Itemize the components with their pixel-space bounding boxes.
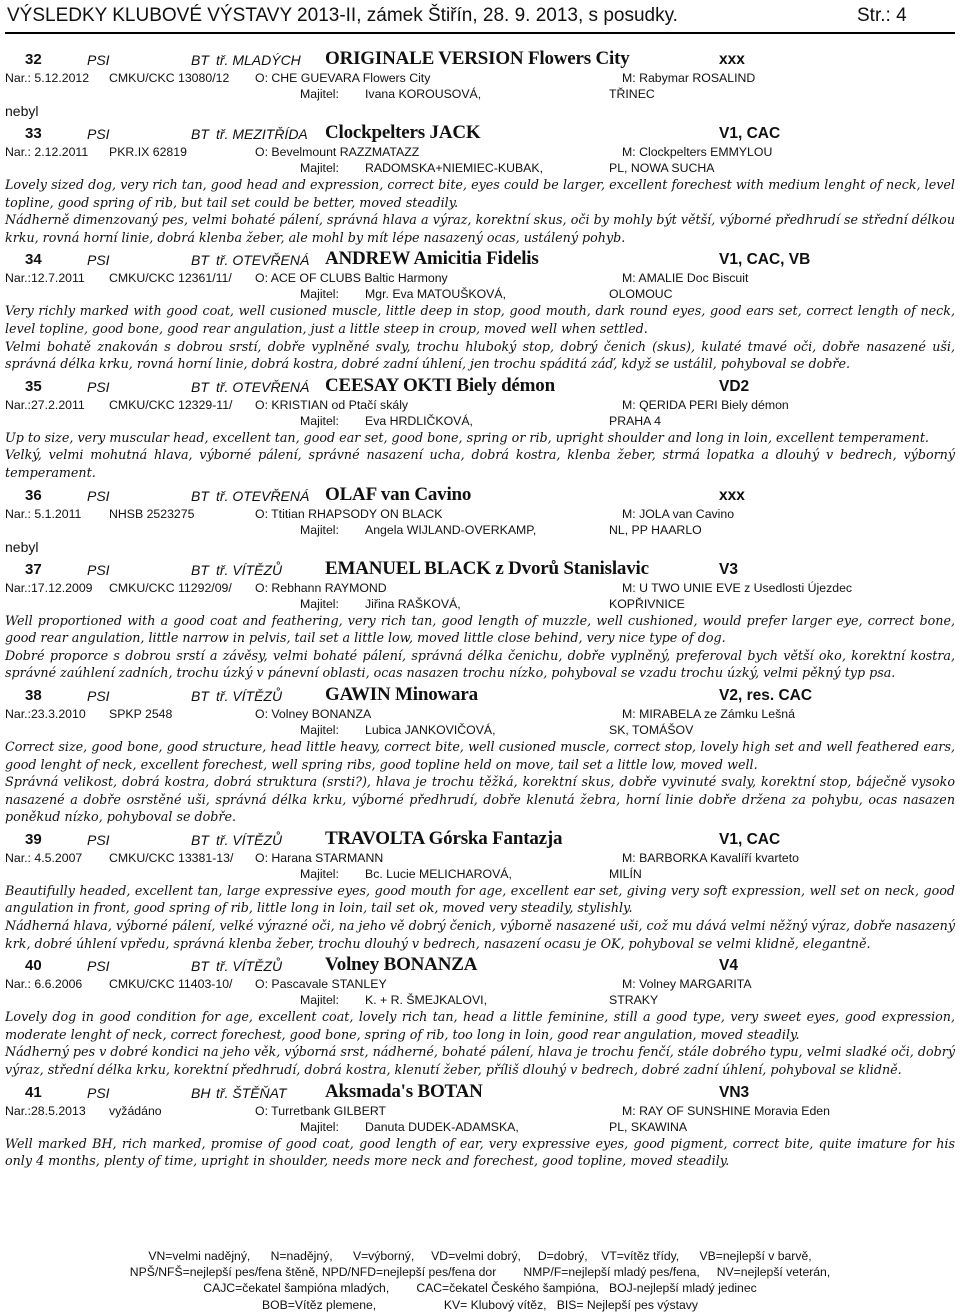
registration-number: NHSB 2523275 [109,506,195,521]
show-class: tř. VÍTĚZŮ [216,561,283,578]
page-title: VÝSLEDKY KLUBOVÉ VÝSTAVY 2013-II, zámek Štiřín, 28. 9. 2013, s posudky. [7,5,678,26]
entry-title-row [5,122,955,144]
show-class: tř. OTEVŘENÁ [216,378,310,395]
critique-czech: Nádherně dimenzovaný pes, velmi bohaté pálení, správná hlava a výraz, korektní skus, oči by mohly být větší, výborné předhrudí se střední délkou krku, rovná horní linie, dobrá klenba žeber, ale mohl by mít lépe nasazený ocas, ustálený pohyb. [5,212,955,245]
dam: M: AMALIE Doc Biscuit [622,271,749,286]
birth-date: Nar.: 2.12.2011 [5,145,89,159]
colour: BT [191,52,209,68]
absence-note: nebyl [5,103,39,119]
owner: Angela WIJLAND-OVERKAMP, [365,522,537,537]
dog-name: Volney BONANZA [325,954,478,976]
colour: BT [191,252,209,269]
dam: M: BARBORKA Kavalíří kvarteto [622,850,799,865]
owner: Mgr. Eva MATOUŠKOVÁ, [365,287,506,302]
sex: PSI [87,831,110,848]
entry-pedigree-row [5,397,955,413]
entry-title-row [5,558,955,580]
sex: PSI [87,561,110,578]
sire: O: CHE GUEVARA Flowers City [255,71,431,85]
owner-label: Majitel: [300,87,339,101]
dog-name: OLAF van Cavino [325,483,472,505]
critique-english: Well marked BH, rich marked, promise of good coat, good length of ear, very expressive eyes, good pigment, correct bite, quite imature for his only 4 months, plenty of time, upright in shoulder, needs more neck and forechest, good topline, moved steadily. [5,1135,955,1169]
entry-title-row [5,684,955,706]
dog-entry [5,122,955,248]
critique-english: Beautifully headed, excellent tan, large expressive eyes, good mouth for age, excellent ear set, giving very soft expression, well set on neck, good angulation in front, good spring of rib, little long in loin, tail set ok, moved very steadily, stylishly. [5,882,955,916]
entry-pedigree-row [5,506,955,522]
show-class: tř. VÍTĚZŮ [216,687,283,704]
dam: M: Rabymar ROSALIND [622,71,756,85]
registration-number: vyžádáno [109,1103,162,1118]
registration-number: CMKU/CKC 13381-13/ [109,850,234,865]
show-class: tř. MLADÝCH [216,52,301,68]
owner: Jiřina RAŠKOVÁ, [365,596,461,611]
owner-label: Majitel: [300,1119,339,1134]
dam: M: U TWO UNIE EVE z Usedlosti Újezdec [622,580,853,595]
owner-label: Majitel: [300,413,339,428]
grade: V1, CAC [719,830,781,848]
show-class: tř. OTEVŘENÁ [216,252,310,269]
dam: M: RAY OF SUNSHINE Moravia Eden [622,1103,830,1118]
dog-name: ORIGINALE VERSION Flowers City [325,48,630,69]
grade: V2, res. CAC [719,686,813,704]
grade: V4 [719,957,738,975]
registration-number: CMKU/CKC 11292/09/ [109,580,232,595]
dam: M: MIRABELA ze Zámku Lešná [622,706,795,721]
registration-number: CMKU/CKC 11403-10/ [109,977,233,992]
sex: PSI [87,378,110,395]
catalog-number: 38 [25,686,42,704]
owner: Eva HRDLIČKOVÁ, [365,413,473,428]
owner-place: STRAKY [609,993,659,1008]
sex: PSI [87,252,110,269]
colour: BT [191,487,209,504]
entry-title-row [5,375,955,397]
entry-pedigree-row [5,144,955,160]
sire: O: Bevelmount RAZZMATAZZ [255,145,420,159]
entry-pedigree-row [5,976,955,992]
owner: Ivana KOROUSOVÁ, [365,87,482,101]
owner: Lubica JANKOVIČOVÁ, [365,722,496,737]
entry-owner-row [5,286,955,302]
dam: M: Clockpelters EMMYLOU [622,145,773,159]
sex: PSI [87,52,110,68]
entry-pedigree-row [5,1103,955,1119]
dog-entry [5,558,955,684]
entry-owner-row [5,160,955,176]
entry-pedigree-row [5,850,955,866]
birth-date: Nar.:23.3.2010 [5,706,86,721]
critique-czech: Velmi bohatě znakován s dobrou srstí, dobře vyplněné svaly, trochu hluboký stop, dobrý čenich (skus), kulaté tmavé oči, dobře nasazené uši, správná délka krku, rovná horní linie, dobrá kostra, dobré zadní úhlení, jen trochu spáditá záď, když se ustálil, pohyboval se dobře. [5,338,955,372]
entry-title-row [5,828,955,850]
birth-date: Nar.: 5.1.2011 [5,506,82,521]
page-header [5,4,955,34]
critique-english: Well proportioned with a good coat and feathering, very rich tan, good length of muzzle, well cushioned, would prefer larger eye, correct bone, good rear angulation, little narrow in pelvis, tail set a little low, moved little close behind, very nice type of dog. [5,612,955,646]
catalog-number: 41 [25,1083,42,1101]
owner: Bc. Lucie MELICHAROVÁ, [365,866,512,881]
grade: V1, CAC, VB [719,251,811,269]
entries-list [5,48,955,1172]
registration-number: CMKU/CKC 13080/12 [109,71,230,85]
entry-owner-row [5,596,955,612]
absence-note: nebyl [5,538,39,555]
dam: M: QERIDA PERI Biely démon [622,397,789,412]
legend-line: CAJC=čekatel šampióna mladých, CAC=čekatel Českého šampióna, BOJ-nejlepší mladý jedinec [203,1281,757,1296]
grade: V3 [719,560,738,578]
critique-czech: Nádherný pes v dobré kondici na jeho věk, výborná srst, nádherné, bohaté pálení, hlava je trochu fenčí, stále dobrého typu, velmi sladké oči, dobrý výraz, střední délka krku, korektní předhrudí, dobrá kostra, klenutí žeber, příliš dlouhý v bedrech, dobré zadní úhlení, pohyboval se klidně. [5,1044,955,1078]
sire: O: KRISTIAN od Ptačí skály [255,397,409,412]
catalog-number: 32 [25,51,42,68]
sire: O: ACE OF CLUBS Baltic Harmony [255,271,448,286]
critique-czech: Správná velikost, dobrá kostra, dobrá struktura (srsti?), hlava je trochu těžká, korektní skus, dobře vyvinuté svaly, korektní stop, báječně vysoko nasazené a dobře osrstěné uši, správná délka krku, výborné předhrudí, dobře klenutá žebra, horní linie dobře držena za pohybu, ocas nasazen poněkud nízko, pohyboval se dobře. [5,774,955,825]
birth-date: Nar.:27.2.2011 [5,397,85,412]
grade: VN3 [719,1083,750,1101]
dog-entry [5,684,955,828]
grade: xxx [719,486,745,504]
owner-label: Majitel: [300,287,339,302]
legend-line: BOB=Vítěz plemene, KV= Klubový vítěz, BIS= Nejlepší pes výstavy [262,1297,698,1312]
critique-czech: Velký, velmi mohutná hlava, výborné pálení, správné nasazení ucha, dobrá kostra, klenba žeber, strmá lopatka a dlouhý v bedrech, výborný temperament. [5,447,955,480]
sex: PSI [87,1084,110,1101]
catalog-number: 39 [25,830,42,848]
entry-owner-row [5,86,955,102]
catalog-number: 33 [25,125,42,142]
dog-entry [5,248,955,374]
entry-title-row [5,48,955,70]
sex: PSI [87,687,110,704]
owner-label: Majitel: [300,722,339,737]
colour: BT [191,378,209,395]
colour: BT [191,958,209,975]
catalog-number: 34 [25,251,42,269]
entry-title-row [5,248,955,270]
entry-title-row [5,954,955,976]
dam: M: JOLA van Cavino [622,506,735,521]
critique-czech: Dobré proporce s dobrou srstí a závěsy, velmi bohaté pálení, správná délka čenichu, dobře vyplněný, preferoval bych větší oko, korektní kostra, správné zaúhlení zadních, trochu úzký v pánevní oblasti, ocas nasazen trochu nízko, pohyboval se vzadu trochu úzký, velmi pěkný typ psa. [5,647,955,681]
dog-name: ANDREW Amicitia Fidelis [325,248,539,270]
dam: M: Volney MARGARITA [622,977,752,992]
birth-date: Nar.: 5.12.2012 [5,71,90,85]
dog-name: TRAVOLTA Górska Fantazja [325,827,563,849]
sire: O: Harana STARMANN [255,850,384,865]
entry-owner-row [5,1119,955,1135]
critique-english: Very richly marked with good coat, well cusioned muscle, little deep in stop, good mouth, dark round eyes, good ears set, correct length of neck, level topline, good bone, good rear angulation, just a little steep in croup, moved well when settled. [5,303,955,336]
dog-name: EMANUEL BLACK z Dvorů Stanislavic [325,557,649,579]
birth-date: Nar.: 4.5.2007 [5,850,83,865]
entry-title-row [5,484,955,506]
registration-number: CMKU/CKC 12361/11/ [109,271,232,286]
sire: O: Volney BONANZA [255,706,372,721]
colour: BT [191,126,209,142]
dog-entry [5,1081,955,1172]
page-number: Str.: 4 [857,5,907,26]
colour: BH [191,1084,211,1101]
sire: O: Pascavale STANLEY [255,977,387,992]
owner-label: Majitel: [300,993,339,1008]
catalog-number: 36 [25,486,42,504]
entry-owner-row [5,722,955,738]
dog-entry [5,48,955,122]
critique-english: Lovely dog in good condition for age, excellent coat, lovely rich tan, head a little feminine, still a good type, very sweet eyes, good expression, moderate lenght of neck, correct forechest, good bone, spring of rib, too long in loin, good rear angulation, moved steadily. [5,1009,955,1042]
show-class: tř. MEZITŘÍDA [216,126,308,142]
dog-name: Clockpelters JACK [325,122,481,143]
sire: O: Rebhann RAYMOND [255,580,387,595]
owner-place: MILÍN [609,866,642,881]
owner-place: NL, PP HAARLO [609,522,702,537]
registration-number: PKR.IX 62819 [109,145,187,159]
owner-label: Majitel: [300,161,339,175]
owner-place: PRAHA 4 [609,413,661,428]
catalog-number: 40 [25,957,42,975]
dog-name: Aksmada's BOTAN [325,1080,483,1102]
owner-place: OLOMOUC [609,287,673,302]
owner: RADOMSKA+NIEMIEC-KUBAK, [365,161,543,175]
colour: BT [191,687,209,704]
sire: O: Ttitian RHAPSODY ON BLACK [255,506,443,521]
dog-entry [5,484,955,558]
legend-line: VN=velmi nadějný, N=nadějný, V=výborný, VD=velmi dobrý, D=dobrý, VT=vítěz třídy, VB=nejlepší v barvě, [148,1249,812,1263]
colour: BT [191,561,209,578]
registration-number: SPKP 2548 [109,706,173,721]
grade: V1, CAC [719,125,781,142]
sex: PSI [87,487,110,504]
show-class: tř. VÍTĚZŮ [216,831,283,848]
grade: VD2 [719,377,750,395]
owner-label: Majitel: [300,596,339,611]
dog-name: GAWIN Minowara [325,683,478,705]
birth-date: Nar.:17.12.2009 [5,580,93,595]
owner-place: TŘINEC [609,87,655,101]
owner-place: PL, SKAWINA [609,1119,688,1134]
birth-date: Nar.: 6.6.2006 [5,977,83,992]
critique-english: Correct size, good bone, good structure, head little heavy, correct bite, well cusioned muscle, correct stop, lovely high set and well feathered ears, good lenght of neck, excellent forechest, well spring ribs, good topline held on move, tail set a little low, moved well. [5,738,955,772]
birth-date: Nar.:12.7.2011 [5,271,85,286]
sex: PSI [87,126,110,142]
registration-number: CMKU/CKC 12329-11/ [109,397,233,412]
dog-entry [5,828,955,954]
owner-place: KOPŘIVNICE [609,596,685,611]
show-class: tř. VÍTĚZŮ [216,958,283,975]
entry-owner-row [5,522,955,538]
critique-english: Up to size, very muscular head, excellent tan, good ear set, good bone, spring or rib, upright shoulder and long in loin, excellent temperament. [5,429,929,445]
owner-place: PL, NOWA SUCHA [609,161,715,175]
show-class: tř. OTEVŘENÁ [216,487,310,504]
dog-entry [5,954,955,1080]
abbreviation-legend [0,1248,960,1313]
show-class: tř. ŠTĚŇAT [216,1084,287,1101]
entry-pedigree-row [5,580,955,596]
entry-owner-row [5,413,955,429]
owner-label: Majitel: [300,522,339,537]
entry-owner-row [5,992,955,1008]
owner: K. + R. ŠMEJKALOVI, [365,993,487,1008]
catalog-number: 37 [25,560,42,578]
owner-label: Majitel: [300,866,339,881]
legend-line: NPŠ/NFŠ=nejlepší pes/fena štěně, NPD/NFD=nejlepší pes/fena dor NMP/F=nejlepší mladý pes/fena, NV=nejlepší veterán, [129,1265,831,1280]
dog-entry [5,375,955,484]
catalog-number: 35 [25,377,42,395]
colour: BT [191,831,209,848]
entry-title-row [5,1081,955,1103]
critique-english: Lovely sized dog, very rich tan, good head and expression, correct bite, eyes could be larger, excellent forechest with medium lenght of neck, level topline, good spring of rib, but tail set could be better, moved steadily. [5,177,955,210]
critique-czech: Nádherná hlava, výborné pálení, velké výrazné oči, na jeho vě dobrý čenich, výborně nasazené uši, což mu dává velmi něžný výraz, dobře nasazený krk, dobré úhlení vpředu, správná klenba žeber, trochu dlouhý v bedrech, nasazení ocasu je OK, pohyboval se velmi klidně, elegantně. [5,918,955,951]
sex: PSI [87,958,110,975]
birth-date: Nar.:28.5.2013 [5,1103,86,1118]
entry-pedigree-row [5,270,955,286]
dog-name: CEESAY OKTI Biely démon [325,374,555,396]
sire: O: Turretbank GILBERT [255,1103,386,1118]
entry-pedigree-row [5,706,955,722]
entry-owner-row [5,866,955,882]
owner: Danuta DUDEK-ADAMSKA, [365,1119,519,1134]
entry-pedigree-row [5,70,955,86]
grade: xxx [719,51,745,68]
owner-place: SK, TOMÁŠOV [609,722,694,737]
